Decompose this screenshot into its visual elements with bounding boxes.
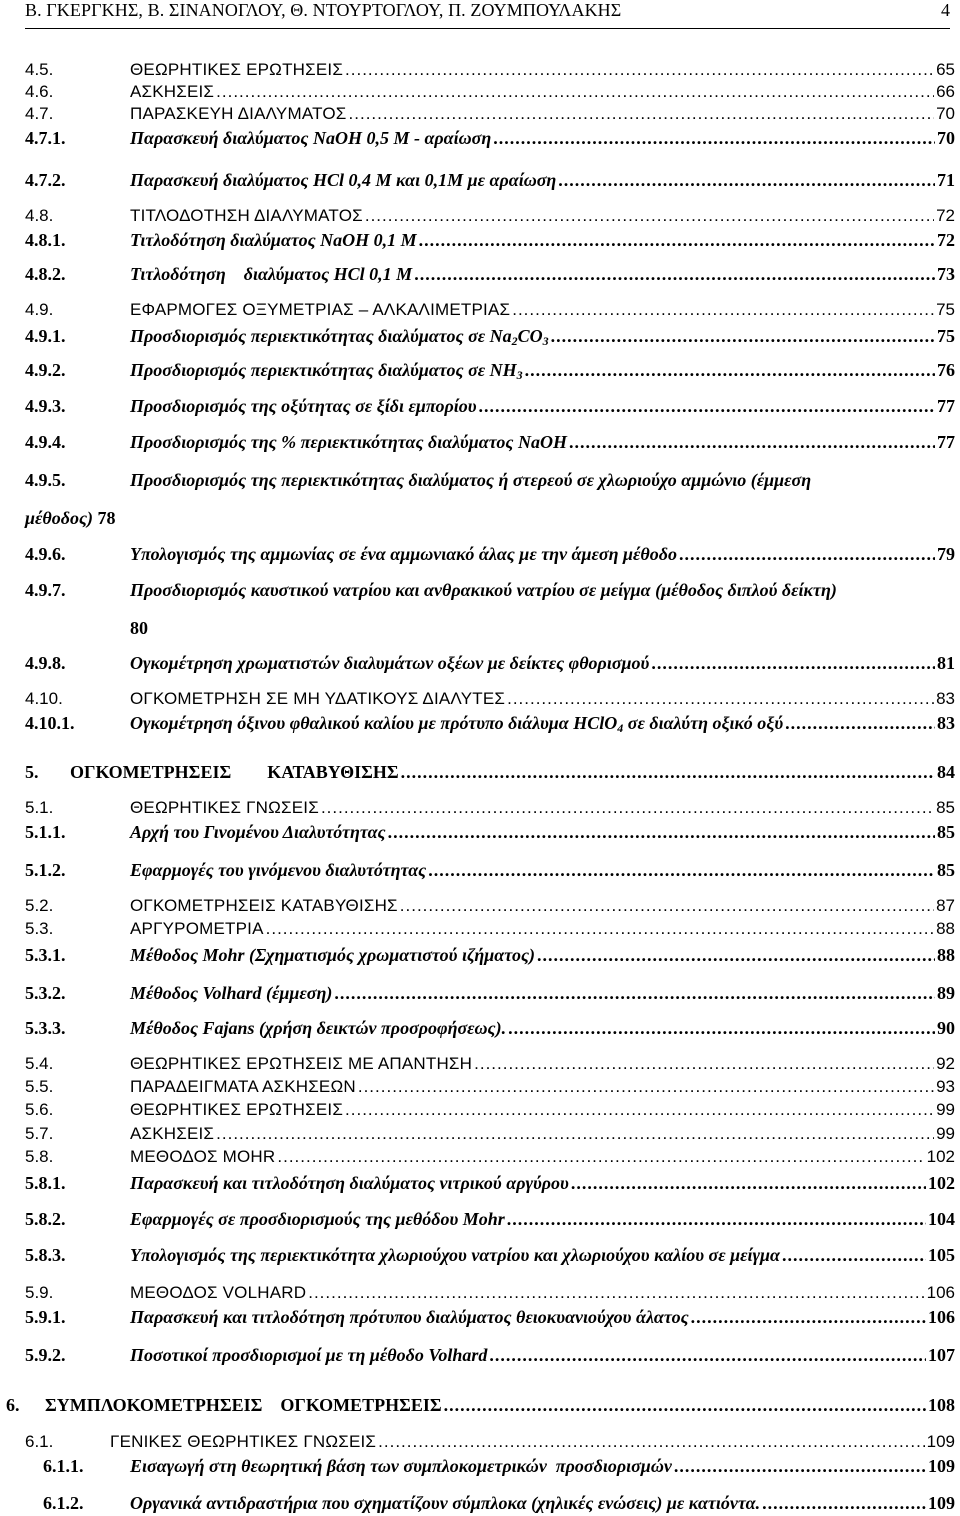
toc-entry[interactable] (25, 652, 955, 676)
toc-leader (428, 859, 935, 881)
toc-page: 72 (937, 230, 955, 250)
toc-page: 65 (936, 60, 955, 79)
toc-leader (216, 81, 934, 103)
toc-number: 6.1.1. (43, 1456, 84, 1476)
toc-entry[interactable] (25, 1244, 955, 1268)
toc-title: ΘΕΩΡΗΤΙΚΕΣ ΓΝΩΣΕΙΣ (130, 798, 319, 817)
toc-entry[interactable] (25, 299, 955, 323)
toc-number: 4.9. (25, 300, 54, 319)
toc-entry[interactable] (25, 81, 955, 105)
toc-number: 5.4. (25, 1054, 54, 1073)
toc-leader (345, 1099, 934, 1121)
toc-number: 5.1. (25, 798, 54, 817)
toc-number: 4.9.8. (25, 653, 66, 673)
toc-entry[interactable] (25, 169, 955, 193)
toc-leader (507, 688, 934, 710)
toc-title: Παρασκευή και τιτλοδότηση διαλύματος νιτρικού αργύρου (130, 1173, 569, 1193)
toc-number: 5.1.1. (25, 822, 66, 842)
toc-leader (674, 1455, 926, 1477)
toc-page: 85 (936, 798, 955, 817)
toc-title: ΑΡΓΥΡΟΜΕΤΡΙΑ (130, 919, 264, 938)
toc-entry[interactable] (25, 1431, 955, 1455)
toc-page: 88 (936, 919, 955, 938)
toc-leader (479, 395, 935, 417)
toc-title: ΘΕΩΡΗΤΙΚΕΣ ΕΡΩΤΗΣΕΙΣ (130, 1100, 344, 1119)
toc-page: 72 (936, 206, 955, 225)
toc-page: 88 (937, 945, 955, 965)
toc-title: Αρχή του Γινομένου Διαλυτότητας (130, 822, 386, 842)
toc-number: 4.5. (25, 60, 54, 79)
toc-page: 109 (926, 1432, 955, 1451)
toc-number: 5. (25, 762, 39, 782)
toc-number: 5.6. (25, 1100, 54, 1119)
toc-title-continuation: μέθοδος) (25, 508, 93, 528)
toc-entry[interactable] (25, 1146, 955, 1170)
toc-leader (401, 761, 935, 783)
toc-title: Υπολογισμός της αμμωνίας σε ένα αμμωνιακό άλας με την άμεση μέθοδο (130, 544, 677, 564)
toc-entry[interactable] (25, 712, 955, 736)
toc-page: 102 (926, 1147, 955, 1166)
toc-number: 5.3.1. (25, 945, 66, 965)
toc-number: 6. (6, 1395, 20, 1415)
toc-entry[interactable] (25, 821, 955, 845)
toc-title: Προσδιορισμός περιεκτικότητας διαλύματος σε $NH_3$ (130, 360, 523, 382)
toc-entry[interactable] (25, 359, 955, 383)
toc-leader (493, 127, 935, 149)
toc-number: 5.3. (25, 919, 54, 938)
toc-number: 5.9. (25, 1283, 54, 1302)
toc-number: 5.3.3. (25, 1018, 66, 1038)
toc-entry[interactable] (25, 59, 955, 83)
toc-entry[interactable] (25, 103, 955, 127)
toc-entry[interactable] (25, 918, 955, 942)
toc-entry[interactable] (25, 982, 955, 1006)
toc-entry[interactable] (25, 1344, 955, 1368)
toc-page: 78 (97, 508, 116, 528)
toc-leader (419, 229, 935, 251)
toc-title: ΟΓΚΟΜΕΤΡΗΣΕΙΣ ΚΑΤΑΒΥΘΙΣΗΣ (130, 896, 398, 915)
toc-leader (334, 982, 935, 1004)
toc-title: ΑΣΚΗΣΕΙΣ (130, 82, 215, 101)
toc-title: ΜΕΘΟΔΟΣ MOHR (130, 1147, 276, 1166)
toc-leader (512, 299, 934, 321)
toc-leader (308, 1282, 924, 1304)
toc-page: 77 (937, 396, 955, 416)
toc-title: ΣΥΜΠΛΟΚΟΜΕΤΡΗΣΕΙΣ ΟΓΚΟΜΕΤΡΗΣΕΙΣ (45, 1395, 442, 1415)
toc-leader (785, 712, 935, 734)
toc-number: 5.8.2. (25, 1209, 66, 1229)
toc-title: Τιτλοδότηση διαλύματος NaOH 0,1 M (130, 230, 417, 250)
toc-number: 4.9.1. (25, 326, 66, 346)
toc-title: Προσδιορισμός της περιεκτικότητας διαλύματος ή στερεού σε χλωριούχο αμμώνιο (έμμεση (130, 470, 812, 490)
toc-number: 5.5. (25, 1077, 54, 1096)
toc-page: 85 (937, 822, 955, 842)
toc-page: 89 (937, 983, 955, 1003)
toc-leader (444, 1394, 926, 1416)
toc-title: Μέθοδος Volhard (έμμεση) (130, 983, 333, 1003)
toc-number: 4.9.4. (25, 432, 66, 452)
toc-page: 70 (936, 104, 955, 123)
toc-page: 92 (936, 1054, 955, 1073)
toc-entry[interactable] (25, 1076, 955, 1100)
toc-leader (474, 1053, 934, 1075)
toc-leader (507, 1208, 926, 1230)
toc-number: 5.8. (25, 1147, 54, 1166)
toc-page: 75 (936, 300, 955, 319)
toc-page: 106 (926, 1283, 955, 1302)
toc-page: 104 (928, 1209, 955, 1229)
toc-number: 4.7.1. (25, 128, 66, 148)
toc-leader (349, 103, 935, 125)
toc-page: 83 (936, 689, 955, 708)
toc-page: 84 (937, 762, 955, 782)
toc-page: 109 (928, 1456, 955, 1476)
toc-title: Εισαγωγή στη θεωρητική βάση των συμπλοκομετρικών προσδιορισμών (130, 1456, 672, 1476)
toc-number: 5.1.2. (25, 860, 66, 880)
toc-title: ΘΕΩΡΗΤΙΚΕΣ ΕΡΩΤΗΣΕΙΣ ΜΕ ΑΠΑΝΤΗΣΗ (130, 1054, 473, 1073)
toc-entry[interactable] (25, 859, 955, 883)
toc-page: 107 (928, 1345, 955, 1365)
toc-leader (216, 1123, 934, 1145)
toc-page: 77 (937, 432, 955, 452)
toc-entry[interactable] (25, 127, 955, 151)
toc-entry[interactable] (25, 579, 955, 601)
toc-title: Προσδιορισμός περιεκτικότητας διαλύματος σε $Na_2CO_3$ (130, 326, 549, 348)
toc-page: 105 (928, 1245, 955, 1265)
toc-number: 5.3.2. (25, 983, 66, 1003)
toc-number: 5.7. (25, 1124, 54, 1143)
toc-entry[interactable] (25, 944, 955, 968)
toc-leader (345, 59, 934, 81)
toc-title: ΠΑΡΑΔΕΙΓΜΑΤΑ ΑΣΚΗΣΕΩΝ (130, 1077, 356, 1096)
toc-entry[interactable] (25, 229, 955, 253)
toc-entry[interactable] (25, 1282, 955, 1306)
toc-title: ΘΕΩΡΗΤΙΚΕΣ ΕΡΩΤΗΣΕΙΣ (130, 60, 344, 79)
toc-page: 93 (936, 1077, 955, 1096)
toc-leader (651, 652, 935, 674)
toc-page: 109 (928, 1493, 955, 1513)
toc-leader (400, 895, 934, 917)
toc-number: 4.9.7. (25, 580, 66, 600)
toc-page: 79 (937, 544, 955, 564)
toc-title: Τιτλοδότηση διαλύματος HCl 0,1 M (130, 264, 413, 284)
toc-leader (414, 263, 935, 285)
header-authors: Β. ΓΚΕΡΓΚΗΣ, Β. ΣΙΝΑΝΟΓΛΟΥ, Θ. ΝΤΟΥΡΤΟΓΛΟΥ, Π. ΖΟΥΜΠΟΥΛΑΚΗΣ (25, 0, 622, 20)
toc-number: 4.7.2. (25, 170, 66, 190)
toc-entry[interactable] (25, 395, 955, 419)
toc-entry[interactable] (25, 1306, 955, 1330)
toc-title: ΟΓΚΟΜΕΤΡΗΣΕΙΣ ΚΑΤΑΒΥΘΙΣΗΣ (70, 762, 399, 782)
toc-page: 99 (936, 1124, 955, 1143)
toc-entry-continuation[interactable] (25, 507, 115, 529)
toc-title: Παρασκευή διαλύματος NaOH 0,5 M - αραίωση (130, 128, 492, 148)
toc-leader (277, 1146, 924, 1168)
toc-title: ΑΣΚΗΣΕΙΣ (130, 1124, 215, 1143)
toc-entry[interactable] (43, 1492, 955, 1516)
toc-leader (378, 1431, 924, 1453)
toc-page: 85 (937, 860, 955, 880)
toc-leader (537, 944, 935, 966)
toc-entry-continuation[interactable] (130, 617, 148, 639)
toc-leader (551, 325, 935, 347)
toc-entry[interactable] (25, 797, 955, 821)
toc-number: 4.9.5. (25, 470, 66, 490)
toc-title: ΜΕΘΟΔΟΣ VOLHARD (130, 1283, 307, 1302)
toc-entry[interactable] (43, 1455, 955, 1479)
toc-page: 80 (130, 618, 148, 638)
toc-number: 4.8.2. (25, 264, 66, 284)
toc-title: Προσδιορισμός καυστικού νατρίου και ανθρακικού νατρίου σε μείγμα (μέθοδος διπλού δείκτη) (130, 580, 837, 600)
toc-number: 4.9.3. (25, 396, 66, 416)
toc-title: Εφαρμογές σε προσδιορισμούς της μεθόδου Mohr (130, 1209, 505, 1229)
toc-page: 87 (936, 896, 955, 915)
toc-number: 4.8. (25, 206, 54, 225)
toc-number: 6.1.2. (43, 1493, 84, 1513)
toc-chapter[interactable] (25, 761, 955, 785)
toc-leader (691, 1306, 926, 1328)
toc-entry[interactable] (25, 263, 955, 287)
toc-title: Ογκομέτρηση όξινου φθαλικού καλίου με πρότυπο διάλυμα HClO$_4$ σε διαλύτη οξικό οξύ (130, 713, 784, 735)
toc-title: ΓΕΝΙΚΕΣ ΘΕΩΡΗΤΙΚΕΣ ΓΝΩΣΕΙΣ (110, 1432, 377, 1451)
toc-chapter[interactable] (6, 1394, 955, 1418)
toc-leader (321, 797, 934, 819)
toc-page: 90 (937, 1018, 955, 1038)
toc-number: 5.9.1. (25, 1307, 66, 1327)
toc-leader (388, 821, 935, 843)
toc-title: ΠΑΡΑΣΚΕΥΗ ΔΙΑΛΥΜΑΤΟΣ (130, 104, 347, 123)
toc-title: ΤΙΤΛΟΔΟΤΗΣΗ ΔΙΑΛΥΜΑΤΟΣ (130, 206, 363, 225)
toc-entry[interactable] (25, 1053, 955, 1077)
toc-entry[interactable] (25, 205, 955, 229)
toc-entry[interactable] (25, 1208, 955, 1232)
toc-number: 5.8.1. (25, 1173, 66, 1193)
toc-leader (558, 169, 935, 191)
toc-leader (508, 1017, 935, 1039)
toc-page: 76 (937, 360, 955, 380)
toc-leader (571, 1172, 926, 1194)
toc-entry[interactable] (25, 688, 955, 712)
toc-leader (525, 359, 935, 381)
toc-page: 108 (928, 1395, 955, 1415)
toc-leader (358, 1076, 934, 1098)
toc-number: 4.7. (25, 104, 54, 123)
toc-title: Παρασκευή διαλύματος HCl 0,4 M και 0,1M με αραίωση (130, 170, 557, 190)
toc-page: 99 (936, 1100, 955, 1119)
toc-leader (266, 918, 934, 940)
toc-title: Μέθοδος Mohr (Σχηματισμός χρωματιστού ιζήματος) (130, 945, 535, 965)
toc-entry[interactable] (25, 469, 955, 491)
header-page-number: 4 (941, 0, 950, 20)
toc-page: 106 (928, 1307, 955, 1327)
toc-number: 5.8.3. (25, 1245, 66, 1265)
toc-number: 5.9.2. (25, 1345, 66, 1365)
toc-number: 5.2. (25, 896, 54, 915)
toc-leader (569, 431, 935, 453)
toc-leader (782, 1244, 926, 1266)
toc-page: 83 (937, 713, 955, 733)
toc-entry[interactable] (25, 1172, 955, 1196)
toc-entry[interactable] (25, 895, 955, 919)
toc-page: 66 (936, 82, 955, 101)
toc-entry[interactable] (25, 1099, 955, 1123)
toc-entry[interactable] (25, 325, 955, 349)
toc-title: Προσδιορισμός της οξύτητας σε ξίδι εμπορίου (130, 396, 477, 416)
toc-page: 71 (937, 170, 955, 190)
toc-title: Υπολογισμός της περιεκτικότητα χλωριούχου νατρίου και χλωριούχου καλίου σε μείγμα (130, 1245, 780, 1265)
toc-page: 75 (937, 326, 955, 346)
toc-title: Ποσοτικοί προσδιορισμοί με τη μέθοδο Volhard (130, 1345, 488, 1365)
toc-title: Παρασκευή και τιτλοδότηση πρότυπου διαλύματος θειοκυανιούχου άλατος (130, 1307, 689, 1327)
toc-number: 4.10. (25, 689, 63, 708)
toc-entry[interactable] (25, 1017, 955, 1041)
toc-page: 102 (928, 1173, 955, 1193)
toc-number: 6.1. (25, 1432, 54, 1451)
toc-number: 4.6. (25, 82, 54, 101)
toc-page: 81 (937, 653, 955, 673)
toc-entry[interactable] (25, 1123, 955, 1147)
toc-title: Οργανικά αντιδραστήρια που σχηματίζουν σύμπλοκα (χηλικές ενώσεις) με κατιόντα. (130, 1493, 761, 1513)
toc-leader (489, 1344, 926, 1366)
toc-entry[interactable] (25, 431, 955, 455)
toc-page: 70 (937, 128, 955, 148)
toc-title: ΟΓΚΟΜΕΤΡΗΣΗ ΣΕ ΜΗ ΥΔΑΤΙΚΟΥΣ ΔΙΑΛΥΤΕΣ (130, 689, 506, 708)
toc-number: 4.9.2. (25, 360, 66, 380)
toc-title: Ογκομέτρηση χρωματιστών διαλυμάτων οξέων με δείκτες φθορισμού (130, 653, 650, 673)
toc-page: 73 (937, 264, 955, 284)
toc-entry[interactable] (25, 543, 955, 567)
toc-leader (679, 543, 935, 565)
toc-title: Προσδιορισμός της % περιεκτικότητας διαλύματος NaOH (130, 432, 567, 452)
toc-number: 4.10.1. (25, 713, 75, 733)
toc-leader (365, 205, 934, 227)
toc-number: 4.9.6. (25, 544, 66, 564)
toc-number: 4.8.1. (25, 230, 66, 250)
toc-title: Μέθοδος Fajans (χρήση δεικτών προσροφήσεως). (130, 1018, 507, 1038)
toc-leader (762, 1492, 926, 1514)
toc-title: ΕΦΑΡΜΟΓΕΣ ΟΞΥΜΕΤΡΙΑΣ – ΑΛΚΑΛΙΜΕΤΡΙΑΣ (130, 300, 511, 319)
toc-title: Εφαρμογές του γινόμενου διαλυτότητας (130, 860, 427, 880)
